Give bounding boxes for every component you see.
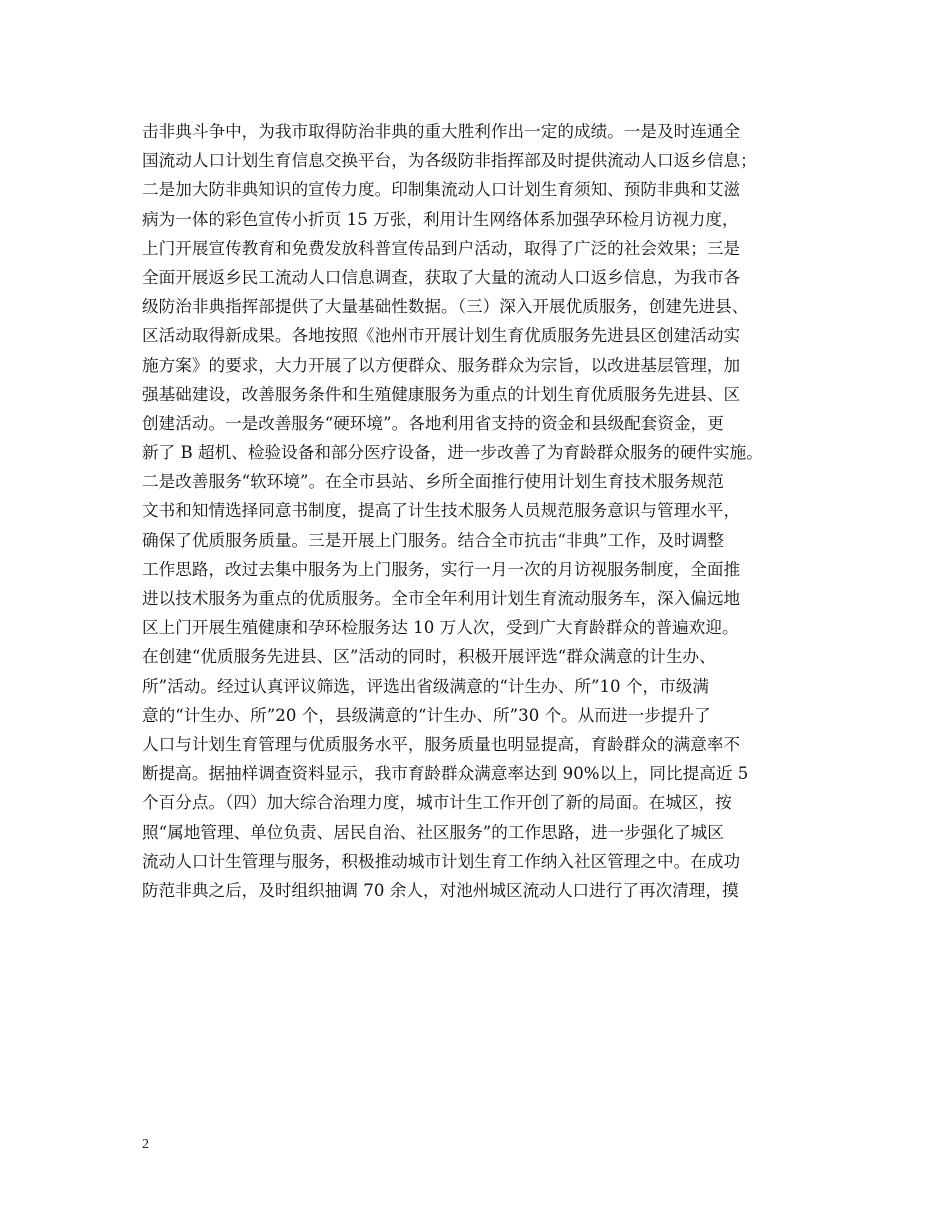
text-line: 击非典斗争中，为我市取得防治非典的重大胜利作出一定的成绩。一是及时连通全 — [142, 122, 741, 141]
text-line: 二是加大防非典知识的宣传力度。印制集流动人口计划生育须知、预防非典和艾滋 — [142, 180, 741, 200]
text-line: 进以技术服务为重点的优质服务。全市全年利用计划生育流动服务车，深入偏远地 — [142, 589, 741, 608]
text-line: 级防治非典指挥部提供了大量基础性数据。（三）深入开展优质服务，创建先进县、 — [142, 297, 749, 317]
text-line: 强基础建设，改善服务条件和生殖健康服务为重点的计划生育优质服务先进县、区 — [142, 384, 741, 404]
text-line: 人口与计划生育管理与优质服务水平，服务质量也明显提高，育龄群众的满意率不 — [142, 734, 741, 754]
text-line: 照“属地管理、单位负责、居民自治、社区服务”的工作思路，进一步强化了城区 — [142, 822, 724, 842]
text-line: 区活动取得新成果。各地按照《池州市开展计划生育优质服务先进县区创建活动实 — [142, 326, 741, 346]
text-line: 断提高。据抽样调查资料显示，我市育龄群众满意率达到 90%以上，同比提高近 5 — [142, 764, 749, 784]
text-line: 工作思路，改过去集中服务为上门服务，实行一月一次的月访视服务制度，全面推 — [142, 559, 741, 579]
text-line: 区上门开展生殖健康和孕环检服务达 10 万人次，受到广大育龄群众的普遍欢迎。 — [142, 618, 739, 638]
text-line: 流动人口计生管理与服务，积极推动城市计划生育工作纳入社区管理之中。在成功 — [142, 851, 741, 871]
text-line: 防范非典之后，及时组织抽调 70 余人，对池州城区流动人口进行了再次清理，摸 — [142, 880, 739, 900]
text-line: 上门开展宣传教育和免费发放科普宣传品到户活动，取得了广泛的社会效果；三是 — [142, 238, 741, 258]
text-line: 确保了优质服务质量。三是开展上门服务。结合全市抗击“非典”工作，及时调整 — [142, 530, 724, 550]
text-line: 意的“计生办、所”20 个，县级满意的“计生办、所”30 个。从而进一步提升了 — [142, 705, 711, 725]
text-line: 全面开展返乡民工流动人口信息调查，获取了大量的流动人口返乡信息，为我市各 — [142, 267, 741, 287]
text-line: 创建活动。一是改善服务“硬环境”。各地利用省支持的资金和县级配套资金，更 — [142, 413, 724, 433]
text-line: 文书和知情选择同意书制度，提高了计生技术服务人员规范服务意识与管理水平， — [142, 501, 741, 521]
text-line: 病为一体的彩色宣传小折页 15 万张，利用计生网络体系加强孕环检月访视力度， — [142, 209, 739, 229]
text-line: 在创建“优质服务先进县、区”活动的同时，积极开展评选“群众满意的计生办、 — [142, 647, 716, 667]
text-line: 二是改善服务“软环境”。在全市县站、乡所全面推行使用计划生育技术服务规范 — [142, 472, 724, 492]
page-number: 2 — [142, 1137, 149, 1152]
text-line: 施方案》的要求，大力开展了以方便群众、服务群众为宗旨，以改进基层管理，加 — [142, 355, 741, 375]
body-text — [142, 117, 822, 905]
text-line: 个百分点。（四）加大综合治理力度，城市计生工作开创了新的局面。在城区，按 — [142, 793, 732, 813]
text-line: 所”活动。经过认真评议筛选，评选出省级满意的“计生办、所”10 个，市级满 — [142, 676, 709, 696]
text-line: 新了 B 超机、检验设备和部分医疗设备，进一步改善了为育龄群众服务的硬件实施。 — [142, 443, 763, 463]
text-line: 国流动人口计划生育信息交换平台，为各级防非指挥部及时提供流动人口返乡信息； — [142, 151, 757, 171]
